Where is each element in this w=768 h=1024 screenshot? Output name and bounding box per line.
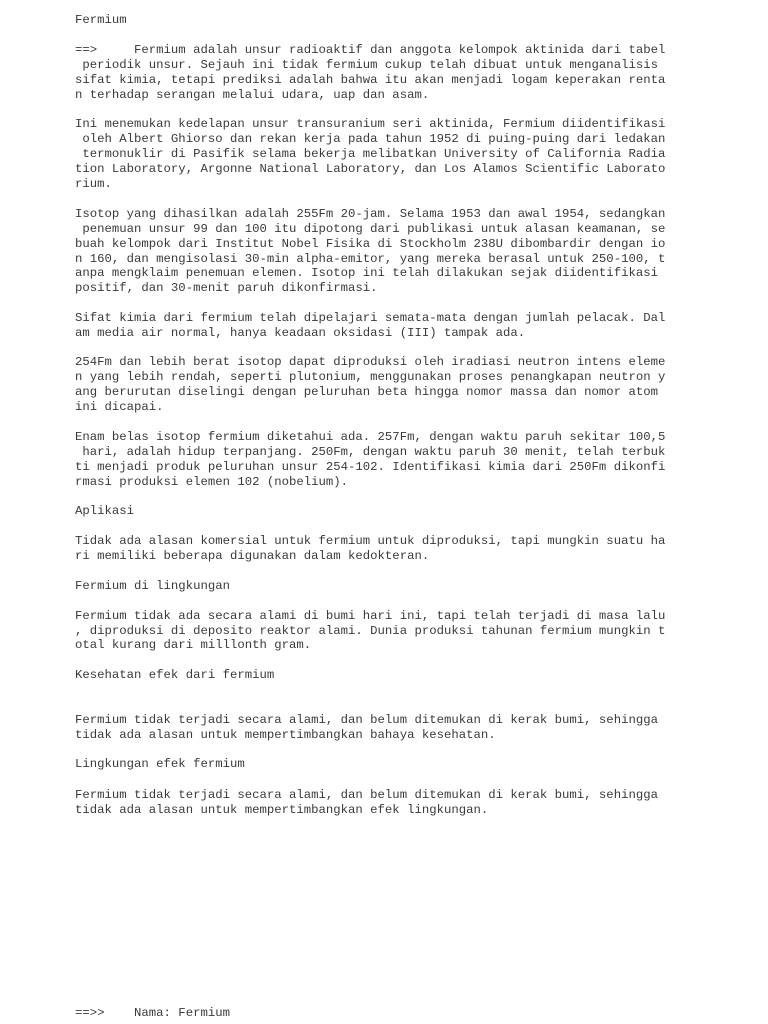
section-heading: Lingkungan efek fermium (75, 757, 245, 771)
text-line: penemuan unsur 99 dan 100 itu dipotong dari publikasi untuk alasan keamanan, se (75, 222, 666, 236)
text-line: n yang lebih rendah, seperti plutonium, menggunakan proses penangkapan neutron y (75, 370, 666, 384)
text-line: Ini menemukan kedelapan unsur transuranium seri aktinida, Fermium diidentifikasi (75, 117, 666, 131)
text-line: tidak ada alasan untuk mempertimbangkan bahaya kesehatan. (75, 728, 496, 742)
text-line: ti menjadi produk peluruhan unsur 254-102. Identifikasi kimia dari 250Fm dikonfi (75, 460, 666, 474)
text-line: Fermium tidak terjadi secara alami, dan belum ditemukan di kerak bumi, sehingga (75, 713, 658, 727)
text-line: n terhadap serangan melalui udara, uap dan asam. (75, 88, 430, 102)
text-line: tidak ada alasan untuk mempertimbangkan efek lingkungan. (75, 803, 489, 817)
document-title: Fermium (75, 13, 127, 27)
text-line: positif, dan 30-menit paruh dikonfirmasi. (75, 281, 378, 295)
section-heading: Kesehatan efek dari fermium (75, 668, 275, 682)
text-line: Tidak ada alasan komersial untuk fermium untuk diproduksi, tapi mungkin suatu ha (75, 534, 666, 548)
text-line: Sifat kimia dari fermium telah dipelajari semata-mata dengan jumlah pelacak. Dal (75, 311, 666, 325)
text-line: Fermium tidak terjadi secara alami, dan belum ditemukan di kerak bumi, sehingga (75, 788, 658, 802)
text-line: otal kurang dari milllonth gram. (75, 638, 312, 652)
text-line: hari, adalah hidup terpanjang. 250Fm, dengan waktu paruh 30 menit, telah terbuk (75, 445, 666, 459)
text-line: rmasi produksi elemen 102 (nobelium). (75, 475, 349, 489)
text-line: ri memiliki beberapa digunakan dalam kedokteran. (75, 549, 430, 563)
text-line: ==> Fermium adalah unsur radioaktif dan anggota kelompok aktinida dari tabel (75, 43, 666, 57)
text-line: Fermium tidak ada secara alami di bumi hari ini, tapi telah terjadi di masa lalu (75, 609, 666, 623)
text-line: am media air normal, hanya keadaan oksidasi (III) tampak ada. (75, 326, 526, 340)
text-line: buah kelompok dari Institut Nobel Fisika di Stockholm 238U dibombardir dengan io (75, 237, 666, 251)
text-line: n 160, dan mengisolasi 30-min alpha-emitor, yang mereka berasal untuk 250-100, t (75, 252, 666, 266)
text-line: Enam belas isotop fermium diketahui ada. 257Fm, dengan waktu paruh sekitar 100,5 (75, 430, 666, 444)
text-line: rium. (75, 177, 112, 191)
section-heading: Aplikasi (75, 504, 135, 518)
section-heading: Fermium di lingkungan (75, 579, 230, 593)
text-line: tion Laboratory, Argonne National Laboratory, dan Los Alamos Scientific Laborato (75, 162, 666, 176)
text-line: anpa mengklaim penemuan elemen. Isotop ini telah dilakukan sejak diidentifikasi (75, 266, 658, 280)
text-line: termonuklir di Pasifik selama bekerja melibatkan University of California Radia (75, 147, 666, 161)
footer-name-line: ==>> Nama: Fermium (75, 1006, 230, 1020)
text-line: oleh Albert Ghiorso dan rekan kerja pada tahun 1952 di puing-puing dari ledakan (75, 132, 666, 146)
text-line: , diproduksi di deposito reaktor alami. Dunia produksi tahunan fermium mungkin t (75, 624, 666, 638)
text-line: periodik unsur. Sejauh ini tidak fermium cukup telah dibuat untuk menganalisis (75, 58, 658, 72)
text-line: 254Fm dan lebih berat isotop dapat diproduksi oleh iradiasi neutron intens eleme (75, 355, 666, 369)
text-line: sifat kimia, tetapi prediksi adalah bahwa itu akan menjadi logam keperakan renta (75, 73, 666, 87)
text-line: Isotop yang dihasilkan adalah 255Fm 20-jam. Selama 1953 dan awal 1954, sedangkan (75, 207, 666, 221)
text-line: ini dicapai. (75, 400, 164, 414)
text-line: ang berurutan diselingi dengan peluruhan beta hingga nomor massa dan nomor atom (75, 385, 658, 399)
